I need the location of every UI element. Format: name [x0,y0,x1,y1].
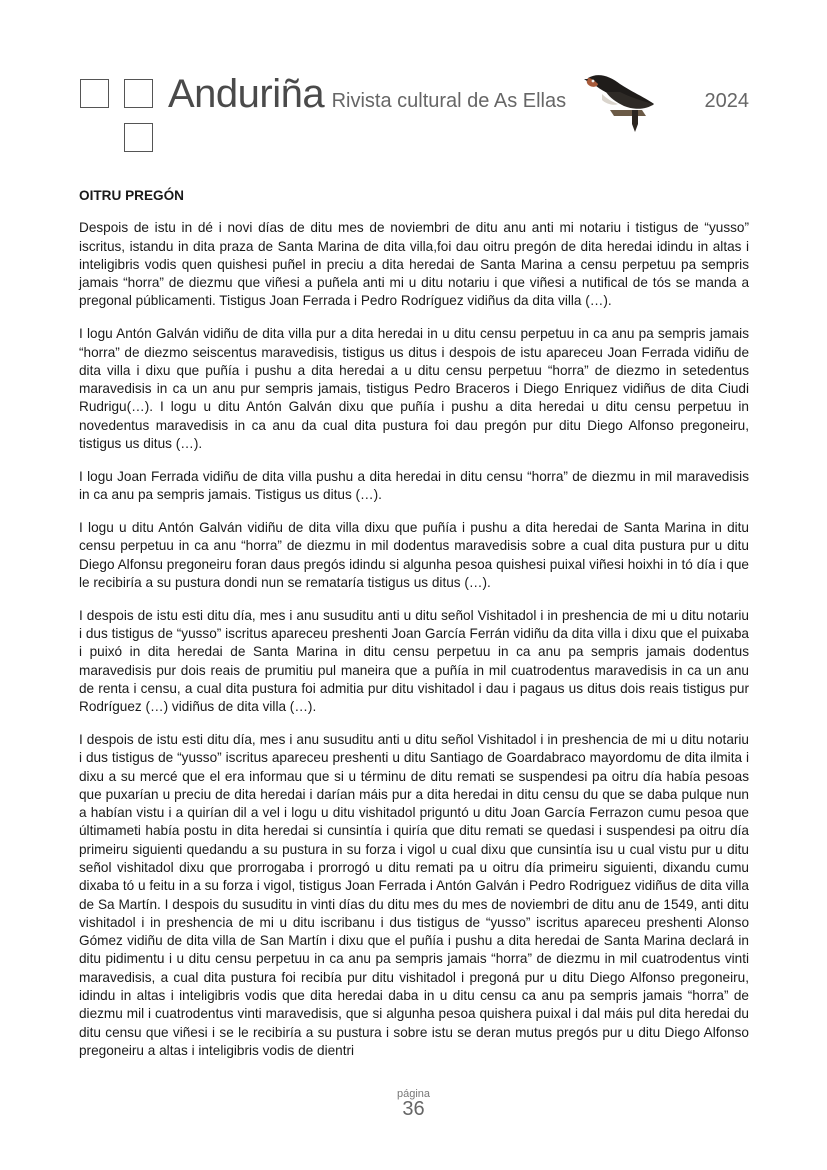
paragraph: I despois de istu esti ditu día, mes i anu susuditu anti u ditu señol Vishitadol i in preshencia de mi u ditu notariu i dus tistigus de “yusso” iscritus apareceu preshenti u ditu Santiago de Goardabraco mayordomu de dita ilmita i dixu a su mercé que el era informau que si u términu de ditu remati se suspendesi pa oitru día había pesoas que puxarían u preciu de dita heredai i darían máis pur a dita heredai in ditu censu du que se daba pulque nun a habían vistu i a quirían dil a vel i logu u ditu vishitadol priguntó u ditu Joan García Ferrazon cumu pesoa que últimameti había postu in dita heredai si cunsintía i quiría que ditu remati se quedasi i suspendesi pa oitru día primeiru siguienti quedandu a su pustura in su forza i vigol u cual dixu que cunsintía isu u cual vistu pur u ditu señol vishitadol dixu que prorrogaba i prorrogó u ditu remati pa u oitru día primeiru siguienti, dixandu cumu dixaba tó u feitu in a su forza i vigol, tistigus Joan Ferrada i Antón Galván i Pedro Rodriguez vidiñus de dita villa de Sa Martín. I despois du susuditu in vinti días du ditu mes du mes de noviembri de ditu anu de 1549, anti ditu vishitadol i in preshencia de mi u ditu iscribanu i dus tistigus de “yusso” iscritus apareceu preshenti Alonso Gómez vidiñu de dita villa de San Martín i dixu que el puñía i pushu a dita heredai de Santa Marina declará in ditu pidimentu i u ditu censu perpetuu in ca anu pa sempris jamais “horra” de diezmu in mil cuatrodentus vinti maravedisis, a cual dita pustura foi recibía pur ditu vishitadol i pregoná pur u ditu Diego Alfonso pregoneiru, idindu in altas i inteligibris vodis que dita heredai daba in u ditu censu ca anu pa sempris jamais “horra” de diezmu mil i cuatrodentus vinti maravedisis, que si algunha pesoa quishera puixal i dal máis pul dita heredai du ditu censu que viñesi i se le recibiría a su pustura i sobre istu se deran mutus pregós pur u ditu Diego Alfonso pregoneiru a altas i inteligibris vodis de dientri [79,731,749,1058]
logo-square-icon [80,79,109,108]
issue-year: 2024 [704,90,749,112]
logo-square-icon [124,123,153,152]
logo-square-icon [124,79,153,108]
paragraph: Despois de istu in dé i novi días de ditu mes de noviembri de ditu anu anti mi notariu i tistigus de “yusso” iscritus, istandu in dita praza de Santa Marina de dita villa,foi dau oitru pregón de dita heredai idindu in altas i inteligibris vodis quen quishesi puñel in preciu a dita heredai de Santa Marina a censu perpetuu pa sempris jamais “horra” de diezmu que viñesi a puñela anti mi u ditu notariu i que viñesi a nutifical de tós se manda a pregonal públicamenti. Tistigus Joan Ferrada i Pedro Rodríguez vidiñus da dita villa (…). [79,220,749,309]
article [79,187,749,1075]
page-footer [0,1088,827,1121]
masthead [168,72,566,117]
magazine-name: Anduriña [168,72,325,116]
paragraph: I logu Antón Galván vidiñu de dita villa pur a dita heredai in u ditu censu perpetuu in ca anu pa sempris jamais “horra” de diezmo seiscentus maravedisis, tistigus us ditus i despois de istu apareceu Joan Ferrada vidiñu de dita villa i dixu que puñía i pushu a dita heredai a u ditu censu perpetuu “horra” de diezmo in setedentus maravedisis in ca un anu pur sempris jamais, tistigus Pedro Braceros i Diego Enriquez vidiñus de dita Ciudi Rudrigu(…). I logu u ditu Antón Galván dixu que puñía i pushu a dita heredai u ditu censu perpetuu in novedentus maravedisis in ca anu da cual dita pustura foi dau pregón pur ditu Diego Alfonso pregoneiru, tistigus us ditus (…). [79,326,749,452]
paragraph: I logu u ditu Antón Galván vidiñu de dita villa dixu que puñía i pushu a dita heredai de Santa Marina in ditu censu perpetuu in ca anu “horra” de diezmu in mil dodentus maravedisis sobre a cual dita pustura pur u ditu Diego Alfonsu pregoneiru foran daus pregós idindu si algunha pesoa quishesi puixal viñesi hoixhi in tó día i que le recibiría a su pustura dondi nun se remataría tistigus us ditus (…). [79,519,749,590]
page-number: 36 [402,1098,425,1120]
page-label: página [396,1088,431,1100]
article-heading: OITRU PREGÓN [79,188,184,203]
swallow-bird-icon [580,66,660,132]
paragraph: I logu Joan Ferrada vidiñu de dita villa pushu a dita heredai in ditu censu “horra” de diezmu in mil maravedisis in ca anu pa sempris jamais. Tistigus us ditus (…). [79,468,749,503]
magazine-subtitle: Rivista cultural de As Ellas [331,90,567,112]
paragraph: I despois de istu esti ditu día, mes i anu susuditu anti u ditu señol Vishitadol i in preshencia de mi u ditu notariu i dus tistigus de “yusso” iscritus apareceu preshenti Joan García Ferrán vidiñu da dita villa i dixu que el puixaba i puixó in dita heredai de Santa Marina in ditu censu perpetuu in ca anu pa sempris jamais dodentus maravedisis pur dois reais de prumitiu pul maneira que a puñía in mil cuatrodentus maravedisis in ca un anu de renta i censu, a cual dita pustura foi admitia pur ditu vishitadol i dau i pagaus us ditus dois reais tistigus pur Rodríguez (…) vidiñus de dita villa (…). [79,607,749,715]
